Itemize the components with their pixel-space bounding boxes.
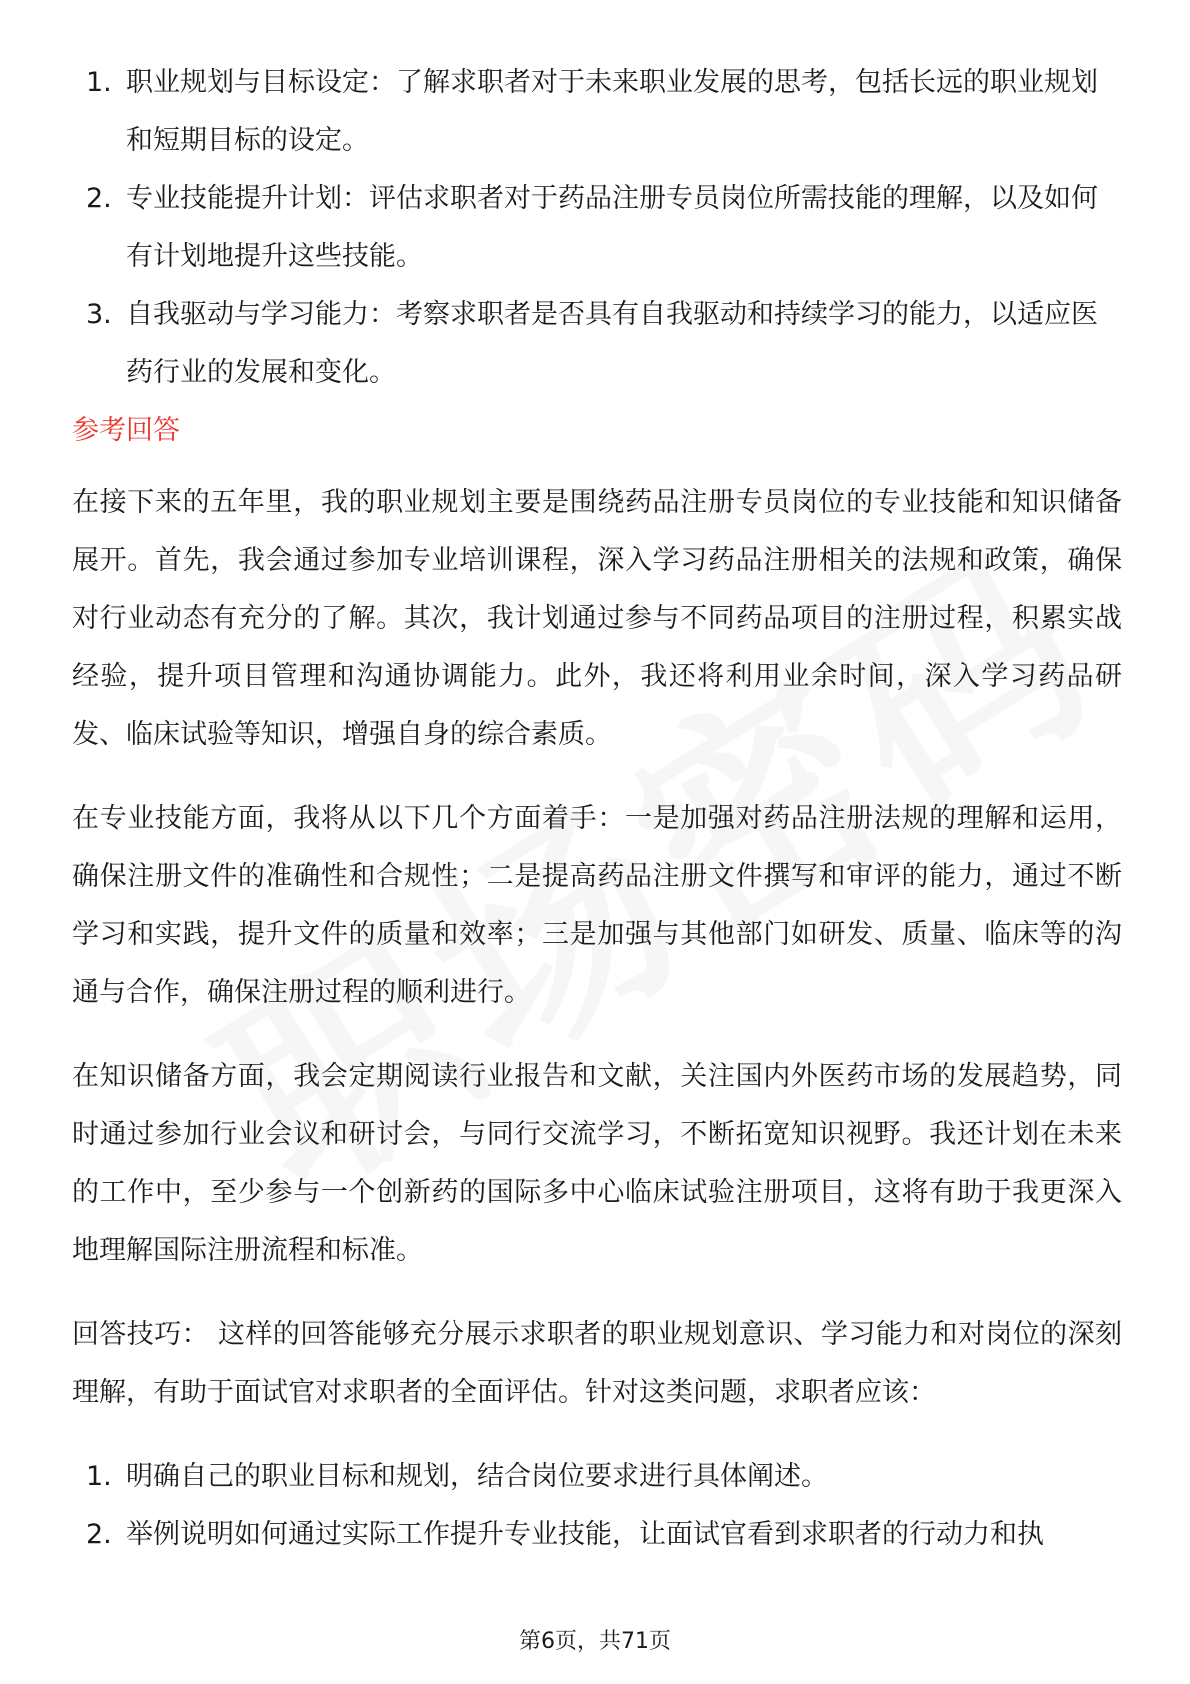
- list-item-text: 职业规划与目标设定：了解求职者对于未来职业发展的思考，包括长远的职业规划和短期目标的设定。: [126, 67, 1098, 156]
- list-item: [72, 54, 1122, 170]
- reference-answer-heading: 参考回答: [72, 415, 180, 446]
- list-item-text: 自我驱动与学习能力：考察求职者是否具有自我驱动和持续学习的能力，以适应医药行业的发展和变化。: [126, 299, 1098, 388]
- list-item-number: 2.: [86, 183, 112, 214]
- page-footer: 第6页，共71页: [519, 1629, 671, 1654]
- bottom-numbered-list: [72, 1448, 1122, 1564]
- list-item: [72, 1448, 1122, 1506]
- list-item-text: 专业技能提升计划：评估求职者对于药品注册专员岗位所需技能的理解，以及如何有计划地提升这些技能。: [126, 183, 1098, 272]
- list-item-number: 2.: [86, 1519, 112, 1550]
- answer-tips-label: 回答技巧：: [72, 1319, 210, 1350]
- list-item-number: 1.: [86, 67, 112, 98]
- answer-tips-text: 这样的回答能够充分展示求职者的职业规划意识、学习能力和对岗位的深刻理解，有助于面试官对求职者的全面评估。针对这类问题，求职者应该：: [72, 1319, 1122, 1408]
- answer-tips-paragraph: [72, 1306, 1122, 1422]
- top-numbered-list: [72, 54, 1122, 402]
- list-item-text: 举例说明如何通过实际工作提升专业技能，让面试官看到求职者的行动力和执: [126, 1519, 1044, 1550]
- list-item: [72, 170, 1122, 286]
- list-item: [72, 286, 1122, 402]
- list-item-number: 1.: [86, 1461, 112, 1492]
- answer-paragraph: 在知识储备方面，我会定期阅读行业报告和文献，关注国内外医药市场的发展趋势，同时通过参加行业会议和研讨会，与同行交流学习，不断拓宽知识视野。我还计划在未来的工作中，至少参与一个创新药的国际多中心临床试验注册项目，这将有助于我更深入地理解国际注册流程和标准。: [72, 1061, 1122, 1266]
- list-item: [72, 1506, 1122, 1564]
- list-item-number: 3.: [86, 299, 112, 330]
- page-content: [72, 54, 1122, 1564]
- answer-paragraph: 在接下来的五年里，我的职业规划主要是围绕药品注册专员岗位的专业技能和知识储备展开。首先，我会通过参加专业培训课程，深入学习药品注册相关的法规和政策，确保对行业动态有充分的了解。其次，我计划通过参与不同药品项目的注册过程，积累实战经验，提升项目管理和沟通协调能力。此外，我还将利用业余时间，深入学习药品研发、临床试验等知识，增强自身的综合素质。: [72, 487, 1122, 750]
- list-item-text: 明确自己的职业目标和规划，结合岗位要求进行具体阐述。: [126, 1461, 828, 1492]
- answer-paragraph: 在专业技能方面，我将从以下几个方面着手：一是加强对药品注册法规的理解和运用，确保注册文件的准确性和合规性；二是提高药品注册文件撰写和审评的能力，通过不断学习和实践，提升文件的质量和效率；三是加强与其他部门如研发、质量、临床等的沟通与合作，确保注册过程的顺利进行。: [72, 803, 1122, 1008]
